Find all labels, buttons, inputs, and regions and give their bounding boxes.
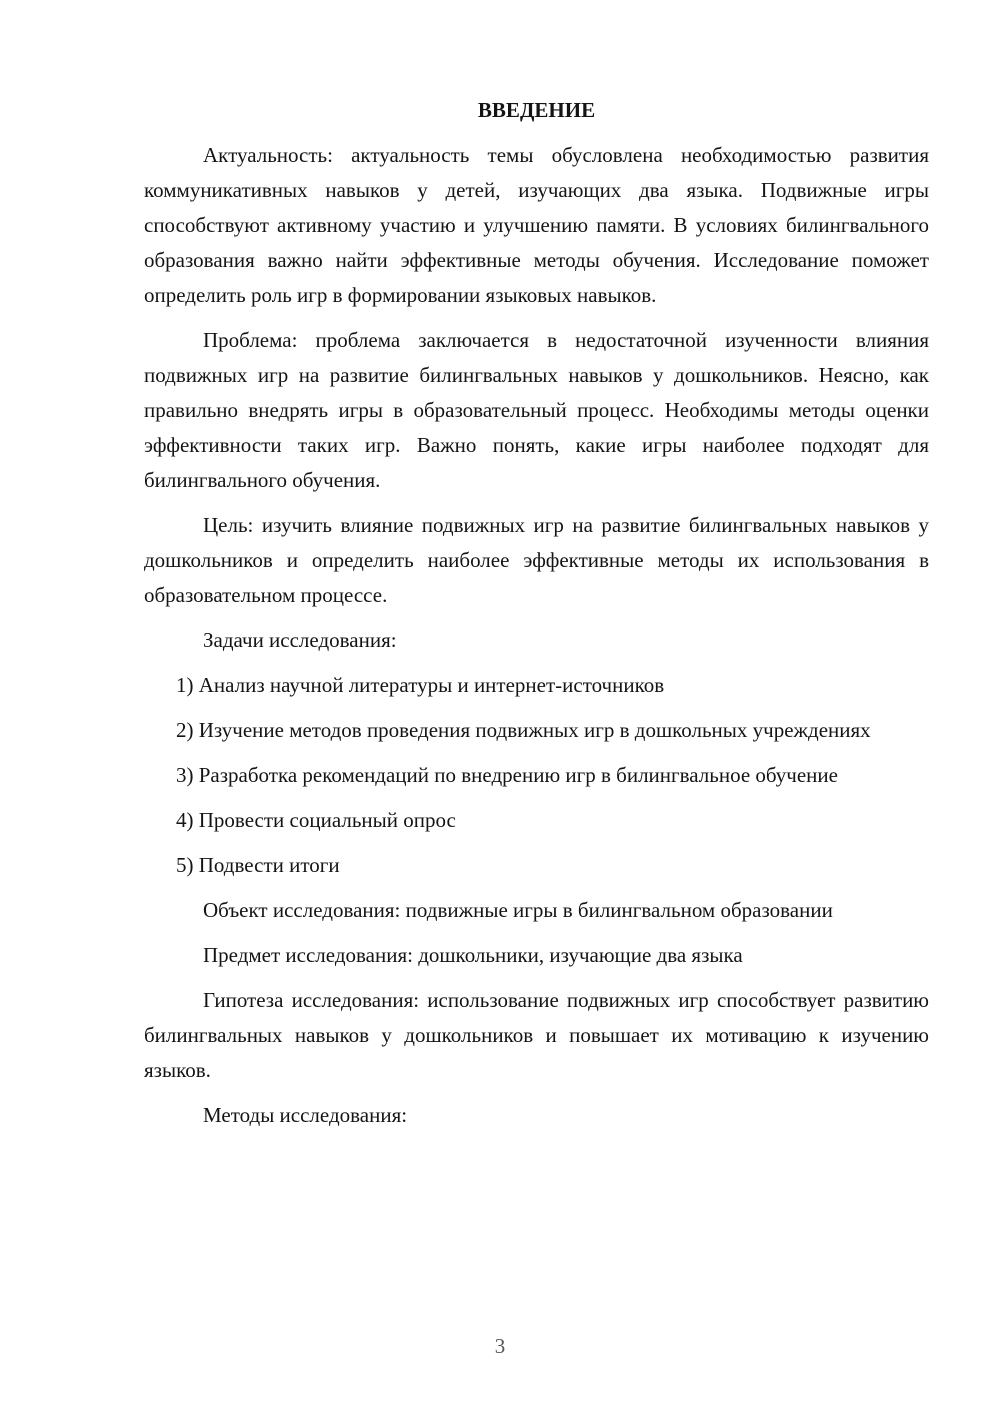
methods-heading: Методы исследования: (203, 1103, 408, 1127)
page-content (144, 93, 929, 1143)
research-subject-paragraph: Предмет исследования: дошкольники, изучающие два языка (203, 943, 743, 967)
task-item: 1) Анализ научной литературы и интернет-источников (176, 673, 665, 697)
hypothesis-paragraph: Гипотеза исследования: использование подвижных игр способствует развитию билингвальных навыков у дошкольников и повышает их мотивацию к изучению языков. (144, 988, 929, 1082)
task-item: 5) Подвести итоги (176, 853, 340, 877)
task-item: 4) Провести социальный опрос (176, 808, 456, 832)
relevance-paragraph: Актуальность: актуальность темы обусловлена необходимостью развития коммуникативных навыков у детей, изучающих два языка. Подвижные игры способствуют активному участию и улучшению памяти. В условиях билингвального образования важно найти эффективные методы обучения. Исследование поможет определить роль игр в формировании языковых навыков. (144, 143, 929, 307)
research-object-paragraph: Объект исследования: подвижные игры в билингвальном образовании (203, 898, 833, 922)
task-item: 2) Изучение методов проведения подвижных игр в дошкольных учреждениях (176, 718, 871, 742)
section-title: ВВЕДЕНИЕ (477, 98, 596, 122)
problem-paragraph: Проблема: проблема заключается в недостаточной изученности влияния подвижных игр на развитие билингвальных навыков у дошкольников. Неясно, как правильно внедрять игры в образовательный процесс. Необходимы методы оценки эффективности таких игр. Важно понять, какие игры наиболее подходят для билингвального обучения. (144, 328, 929, 492)
page-number: 3 (494, 1334, 506, 1358)
goal-paragraph: Цель: изучить влияние подвижных игр на развитие билингвальных навыков у дошкольников и определить наиболее эффективные методы их использования в образовательном процессе. (144, 513, 929, 607)
tasks-heading: Задачи исследования: (203, 628, 397, 652)
task-item: 3) Разработка рекомендаций по внедрению игр в билингвальное обучение (176, 763, 838, 787)
